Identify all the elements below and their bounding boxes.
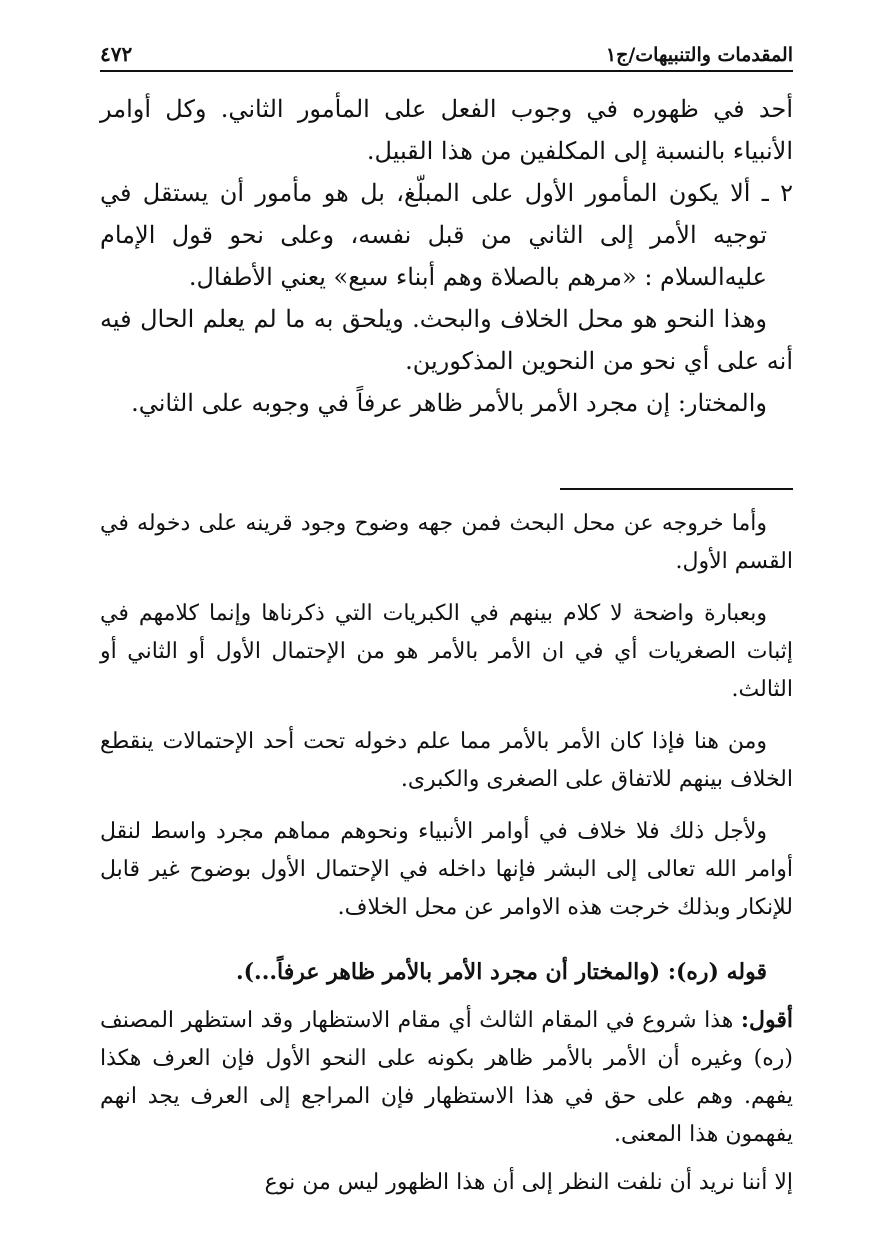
commentary-lead-word: أقول: xyxy=(740,1007,793,1033)
page-number: ٤٧٢ xyxy=(100,42,133,66)
commentary-paragraph-5 xyxy=(100,1001,793,1154)
running-title: المقدمات والتنبيهات/ج١ xyxy=(605,44,793,66)
main-paragraph-4: والمختار: إن مجرد الأمر بالأمر ظاهر عرفاً في وجوبه على الثاني. xyxy=(131,389,767,417)
commentary-paragraph-4: ولأجل ذلك فلا خلاف في أوامر الأنبياء ونحوهم مماهم مجرد واسط لنقل أوامر الله تعالى إلى البشر فإنها داخله في الإحتمال الأول بوضوح غير قابل للإنكار وبذلك خرجت هذه الاوامر عن محل الخلاف. xyxy=(100,819,793,920)
commentary-paragraph-2: وبعبارة واضحة لا كلام بينهم في الكبريات التي ذكرناها وإنما كلامهم في إثبات الصغريات أي في ان الأمر بالأمر هو من الإحتمال الأول أو الثاني أو الثالث. xyxy=(100,601,793,702)
commentary-text xyxy=(100,505,793,1202)
page-header xyxy=(100,36,793,72)
commentary-paragraph-1: وأما خروجه عن محل البحث فمن جهه وضوح وجود قرينه على دخوله في القسم الأول. xyxy=(100,511,793,574)
footnote-divider xyxy=(560,488,793,490)
main-paragraph-1: أحد في ظهوره في وجوب الفعل على المأمور الثاني. وكل أوامر الأنبياء بالنسبة إلى المكلفين من هذا القبيل. xyxy=(100,95,793,165)
commentary-paragraph-3: ومن هنا فإذا كان الأمر بالأمر مما علم دخوله تحت أحد الإحتمالات ينقطع الخلاف بينهم للاتفاق على الصغرى والكبرى. xyxy=(100,729,793,792)
main-paragraph-2: ٢ ـ ألا يكون المأمور الأول على المبلّغ، بل هو مأمور أن يستقل في توجيه الأمر إلى الثاني من قبل نفسه، وعلى نحو قول الإمام عليه‌السلام : «مرهم بالصلاة وهم أبناء سبع» يعني الأطفال. xyxy=(100,179,793,291)
main-text xyxy=(100,88,793,424)
main-paragraph-3: وهذا النحو هو محل الخلاف والبحث. ويلحق به ما لم يعلم الحال فيه أنه على أي نحو من النحوين المذكورين. xyxy=(100,305,793,375)
commentary-paragraph-6: إلا أننا نريد أن نلفت النظر إلى أن هذا الظهور ليس من نوع xyxy=(264,1170,793,1195)
commentary-heading: قوله (ره): (والمختار أن مجرد الأمر بالأمر ظاهر عرفاً...). xyxy=(235,959,767,985)
commentary-paragraph-5-body: هذا شروع في المقام الثالث أي مقام الاستظهار وقد استظهر المصنف (ره) وغيره أن الأمر بالأمر ظاهر بكونه على النحو الأول فإن العرف هكذا يفهم. وهم على حق في هذا الاستظهار فإن المراجع إلى العرف يجد انهم يفهمون هذا المعنى. xyxy=(100,1008,793,1147)
